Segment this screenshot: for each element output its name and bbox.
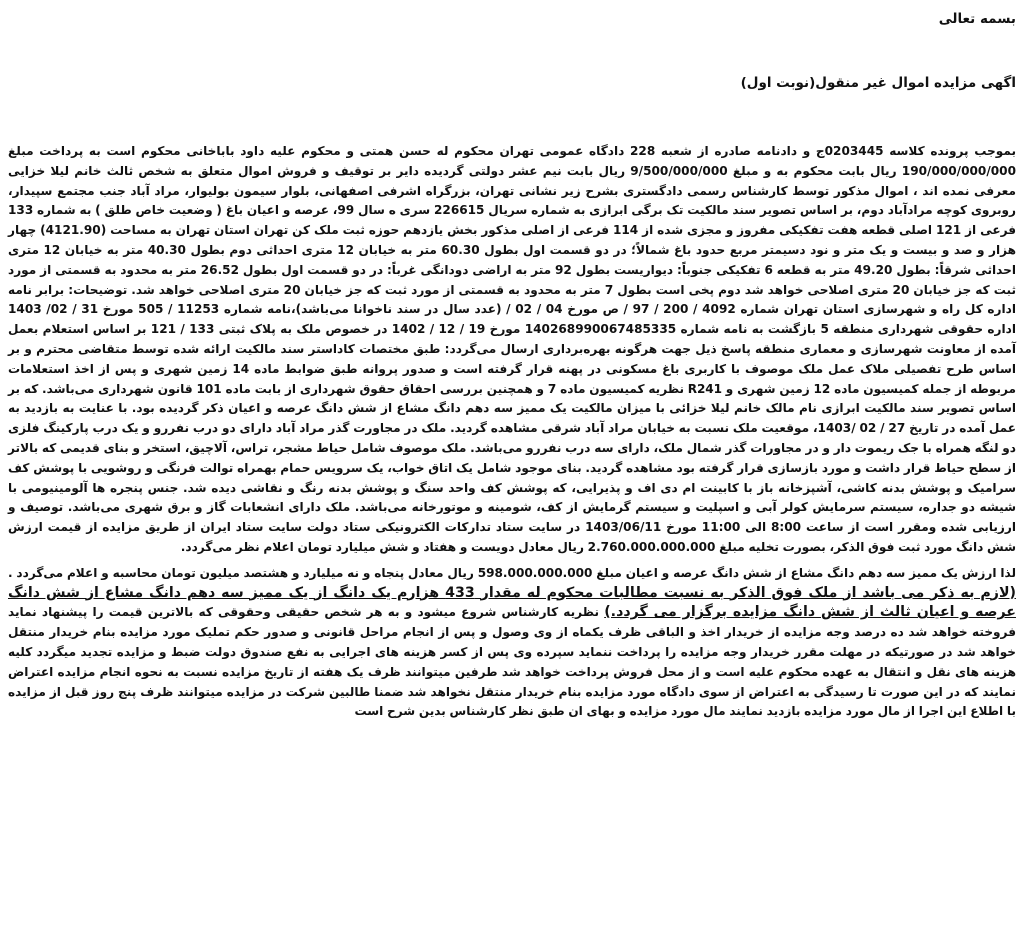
notice-title: اگهی مزایده اموال غیر منقول(نوبت اول) xyxy=(740,75,1016,91)
basmala-heading: بسمه تعالی xyxy=(938,11,1016,27)
auction-share-emphasis: (لازم به ذکر می باشد از ملک فوق الذکر به نسبت مطالبات محکوم له مقدار 433 هزارم یک دانگ از یک ممیز سه دهم دانگ مشاع از شش دانگ عرصه و اعیان ثالث از شش دانگ مزایده برگزار می گردد.) xyxy=(8,584,1016,621)
notice-body-paragraph-1: بموجب پرونده کلاسه 0203445ج و دادنامه صادره از شعبه 228 دادگاه عمومی تهران محکوم له حسن همتی و محکوم علیه داود باباخانی محکوم است به پرداخت مبلغ 190/000/000/000 ریال بابت محکوم به و مبلغ 9/500/000/000 ریال بابت نیم عشر دولتی گردیده دایر بر توقیف و فروش اموال متعلق به شخص ثالث خانم لیلا خزایی معرفی نمده اند ، اموال مذکور توسط کارشناس رسمی دادگستری بشرح زیر نشانی تهران، بزرگراه اشرفی اصفهانی، بلوار سیمون بولیوار، مراد آباد جنب مجتمع سپیدار، روبروی کوچه مرادآباد دوم، بر اساس تصویر سند مالکیت تک برگی ابرازی به شماره سریال 226615 سری ه سال 99، عرصه و اعیان باغ ( وضعیت خاص طلق ) به شماره 133 فرعی از 121 اصلی قطعه هفت تفکیکی مفروز و مجزی شده از 114 فرعی از اصلی مذکور بخش یازدهم حوزه ثبت ملک کن تهران استان تهران به مساحت (4121.90) چهار هزار و صد و بیست و یک متر و نود دسیمتر مربع حدود باغ شمالاً؛ در دو قسمت اول بطول 60.30 متر به خیابان 12 متری احداثی دوم بطول 40.30 متر به خیابان 12 متری احداثی شرقاً: بطول 49.20 متر به قطعه 6 تفکیکی جنوباً: دیواریست بطول 92 متر به اراضی دودانگی غرباً: در دو قسمت اول بطول 26.52 متر به محدود به قسمتی از مورد ثبت که جز خیابان 20 متری اصلاحی خواهد شد دوم پخی است بطول 7 متر به محدود به قسمتی از مورد ثبت که جز خیابان 20 متری اصلاحی خواهد شد. توضیحات: برابر نامه اداره کل راه و شهرسازی استان تهران شماره 4092 / 200 / 97 / ص مورخ 04 / 02 / (عدد سال در سند ناخوانا می‌باشد)،نامه شماره 11253 / 505 مورخ 31 / 02/ 1403 اداره حقوقی شهرداری منطقه 5 بازگشت به نامه شماره 140268990067485335 مورخ 19 / 12 / 1402 در خصوص ملک به پلاک ثبتی 133 / 121 بر اساس استعلام بعمل آمده از معاونت شهرسازی و معماری منطقه پاسخ ذیل جهت هرگونه بهره‌برداری ارسال می‌گردد: طبق مختصات کاداستر سند مالکیت ارائه شده توسط متقاضی محترم و بر اساس طرح تفصیلی ملاک عمل ملک موصوف با کاربری باغ مسکونی در پهنه قرار گرفته است و صدور پروانه طبق ضوابط ماده 14 زمین شهری و پس از اخذ استعلامات مربوطه از جمله کمیسیون ماده 12 زمین شهری و R241 نظریه کمیسیون ماده 7 و همچنین بررسی احقاق حقوق شهرداری از بابت ماده 101 قانون شهرداری می‌باشد. که بر اساس تصویر سند مالکیت ابرازی نام مالک خانم لیلا خزائی با میزان مالکیت یک ممیز سه دهم دانگ مشاع از شش دانگ عرصه و اعیان ذکر گردیده بود. با عنایت به بازدید به عمل آمده در تاریخ 27 / 02 /1403، موقعیت ملک نسبت به خیابان مراد آباد شرقی مشاهده گردید. ملک در مجاورت گذر مراد آباد دارای دو درب نفررو و یک درب پارکینگ فلزی دو لنگه همراه با جک ریموت دار و در مجاورات گذر شمال ملک، دارای سه درب نفررو می‌باشد. ملک موصوف شامل حیاط مشجر، تراس، آلاچیق، استخر و بنای قدیمی که بالاتر از سطح حیاط قرار داشت و مورد بازسازی قرار گرفته بود مشاهده گردید. بنای موجود شامل یک اتاق خواب، یک سرویس حمام بهمراه توالت فرنگی و روشویی با پوشش کف سرامیک و پوشش بدنه کاشی، آشپزخانه باز با کابینت ام دی اف و پذیرایی، که پوشش کف واحد سنگ و پوشش بدنه رنگ و نقاشی دیده شد. جنس پنجره ها آلومینیومی با شیشه دو جداره، سیستم سرمایش کولر آبی و اسپلیت و سیستم گرمایش از کف، شومینه و موتورخانه می‌باشد. ملک دارای انشعابات گاز و برق شهری می‌باشد. توصیف و ارزیابی شده ومقرر است از ساعت 8:00 الی 11:00 مورخ 1403/06/11 در سایت ستاد تدارکات الکترونیکی ستاد دولت سایت ستاد ایران از طریق مزایده از قیمت ارزش شش دانگ مورد ثبت فوق الذکر، بصورت تخلیه مبلغ 2.760.000.000.000 ریال معادل دویست و هفتاد و شش میلیارد تومان اعلام نظر می‌گردد. xyxy=(8,144,1017,554)
valuation-text: لذا ارزش یک ممیز سه دهم دانگ مشاع از شش دانگ عرصه و اعیان مبلغ 598.000.000.000 ریال معادل پنجاه و نه میلیارد و هشتصد میلیون تومان محاسبه و اعلام می‌گردد . xyxy=(8,565,1016,580)
notice-body-paragraph-2 xyxy=(8,564,1016,722)
auction-terms-text: نظریه کارشناس شروع میشود و به هر شخص حقیقی وحقوقی که بالاترین قیمت را پیشنهاد نماید فروخته خواهد شد ده درصد وجه مزایده از خریدار اخذ و الباقی ظرف یکماه از وی وصول و پس از انجام مراحل قانونی و صدور حکم تملیک مورد مزایده بنام خریدار منتقل خواهد شد در صورتیکه در مهلت مقرر خریدار وجه مزایده را پرداخت ننماید سپرده وی پس از کسر هزینه های اجرایی به نفع صندوق دولت ضبط و مزایده تجدید میگردد کلیه هزینه های نقل و انتقال به عهده محکوم علیه است و از محل فروش پرداخت خواهد شد طرفین میتوانند ظرف یک هفته از تاریخ مزایده نسبت به نحوه انجام مزایده اعتراض نمایند که در این صورت تا رسیدگی به اعتراض از سوی دادگاه مورد مزایده بنام خریدار منتقل نخواهد شد ضمنا طالبین شرکت در مزایده میتوانند ظرف پنج روز قبل از مزایده با اطلاع این اجرا از مال مورد مزایده بازدید نمایند مال مورد مزایده و بهای ان طبق نظر کارشناس بدین شرح است xyxy=(8,605,1016,719)
